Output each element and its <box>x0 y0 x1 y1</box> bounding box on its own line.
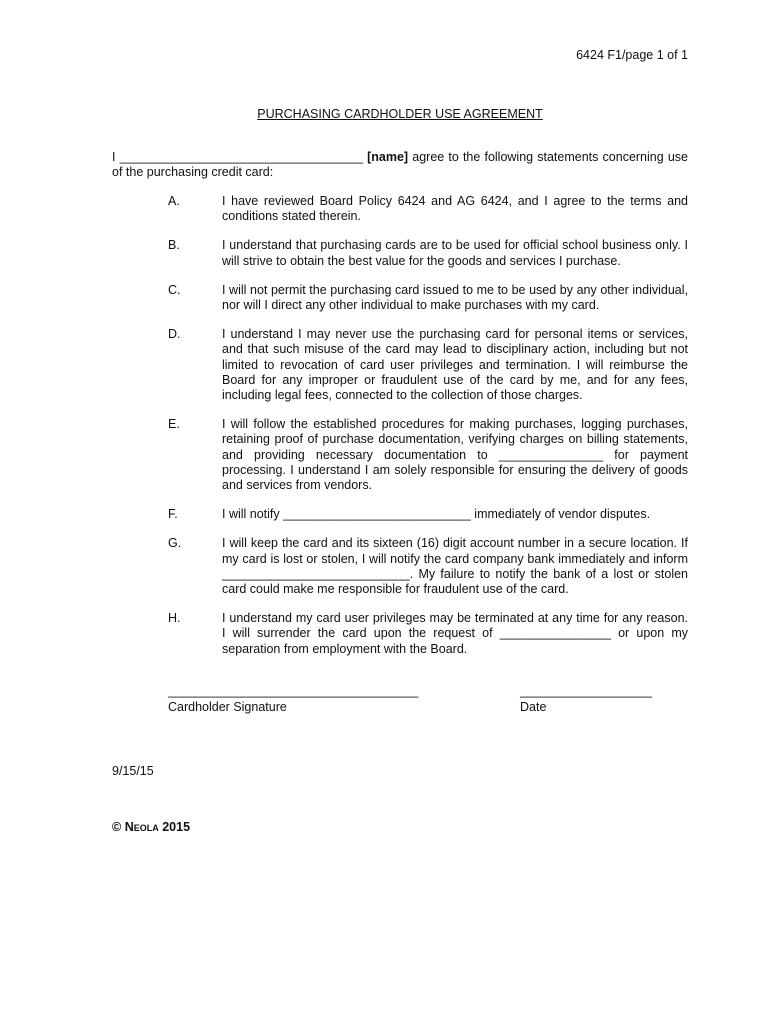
date-line: ___________________ <box>520 684 653 698</box>
name-field-label: [name] <box>367 150 409 164</box>
item-letter: E. <box>168 417 180 432</box>
date-label: Date <box>520 700 547 714</box>
item-letter: F. <box>168 507 178 522</box>
agreement-list <box>112 194 688 671</box>
item-text: I will not permit the purchasing card issued to me to be used by any other individual, nor will I direct any other individual to make purchases with my card. <box>222 282 688 313</box>
item-letter: C. <box>168 282 181 297</box>
item-text: I understand my card user privileges may be terminated at any time for any reason. I will surrender the card upon the request of ________________ or upon my separation from employment with the Board. <box>222 611 688 656</box>
agreement-item-g <box>112 536 688 597</box>
item-text: I will keep the card and its sixteen (16) digit account number in a secure location. If my card is lost or stolen, I will notify the card company bank immediately and inform ___________________________. My failure to notify the bank of a lost or stolen card could make me responsible for fraudulent use of the card. <box>222 536 688 597</box>
signature-date <box>520 684 652 715</box>
document-title: PURCHASING CARDHOLDER USE AGREEMENT <box>257 107 543 121</box>
agreement-item-d <box>112 327 688 403</box>
item-text: I will notify ___________________________ immediately of vendor disputes. <box>222 507 651 522</box>
cardholder-signature <box>168 684 418 715</box>
item-letter: H. <box>168 611 181 626</box>
item-text: I understand I may never use the purchasing card for personal items or services, and that such misuse of the card may lead to disciplinary action, including but not limited to revocation of card user privileges and termination. I will reimburse the Board for any improper or fraudulent use of the card by me, and for any fees, including legal fees, connected to the collection of those charges. <box>222 327 688 403</box>
copyright-holder: Neola <box>124 820 159 834</box>
copyright-symbol: © <box>112 820 122 834</box>
revision-date: 9/15/15 <box>112 764 154 778</box>
agreement-item-c <box>112 283 688 313</box>
item-letter: D. <box>168 327 181 342</box>
name-blank: I ___________________________________ <box>112 150 363 164</box>
signature-line: ____________________________________ <box>168 684 419 698</box>
copyright-notice <box>112 820 190 834</box>
signature-label: Cardholder Signature <box>168 700 287 714</box>
intro-paragraph <box>112 150 688 180</box>
agreement-item-b <box>112 238 688 268</box>
agreement-item-f <box>112 507 688 522</box>
agreement-item-a <box>112 194 688 224</box>
item-letter: B. <box>168 238 180 253</box>
agreement-item-e <box>112 417 688 493</box>
item-letter: G. <box>168 536 182 551</box>
item-text: I have reviewed Board Policy 6424 and AG 6424, and I agree to the terms and conditions stated therein. <box>222 194 688 224</box>
intro-text: agree to the following statements concerning use of the purchasing credit card: <box>112 150 688 180</box>
agreement-item-h <box>112 611 688 657</box>
item-letter: A. <box>168 194 180 208</box>
item-text: I will follow the established procedures for making purchases, logging purchases, retaining proof of purchase documentation, verifying charges on billing statements, and providing necessary documentation to _______________ for payment processing. I understand I am solely responsible for ensuring the delivery of goods and services from vendors. <box>222 417 688 493</box>
copyright-year: 2015 <box>162 820 191 834</box>
page-reference: 6424 F1/page 1 of 1 <box>576 48 688 62</box>
item-text: I understand that purchasing cards are to be used for official school business only. I will strive to obtain the best value for the goods and services I purchase. <box>222 238 688 268</box>
